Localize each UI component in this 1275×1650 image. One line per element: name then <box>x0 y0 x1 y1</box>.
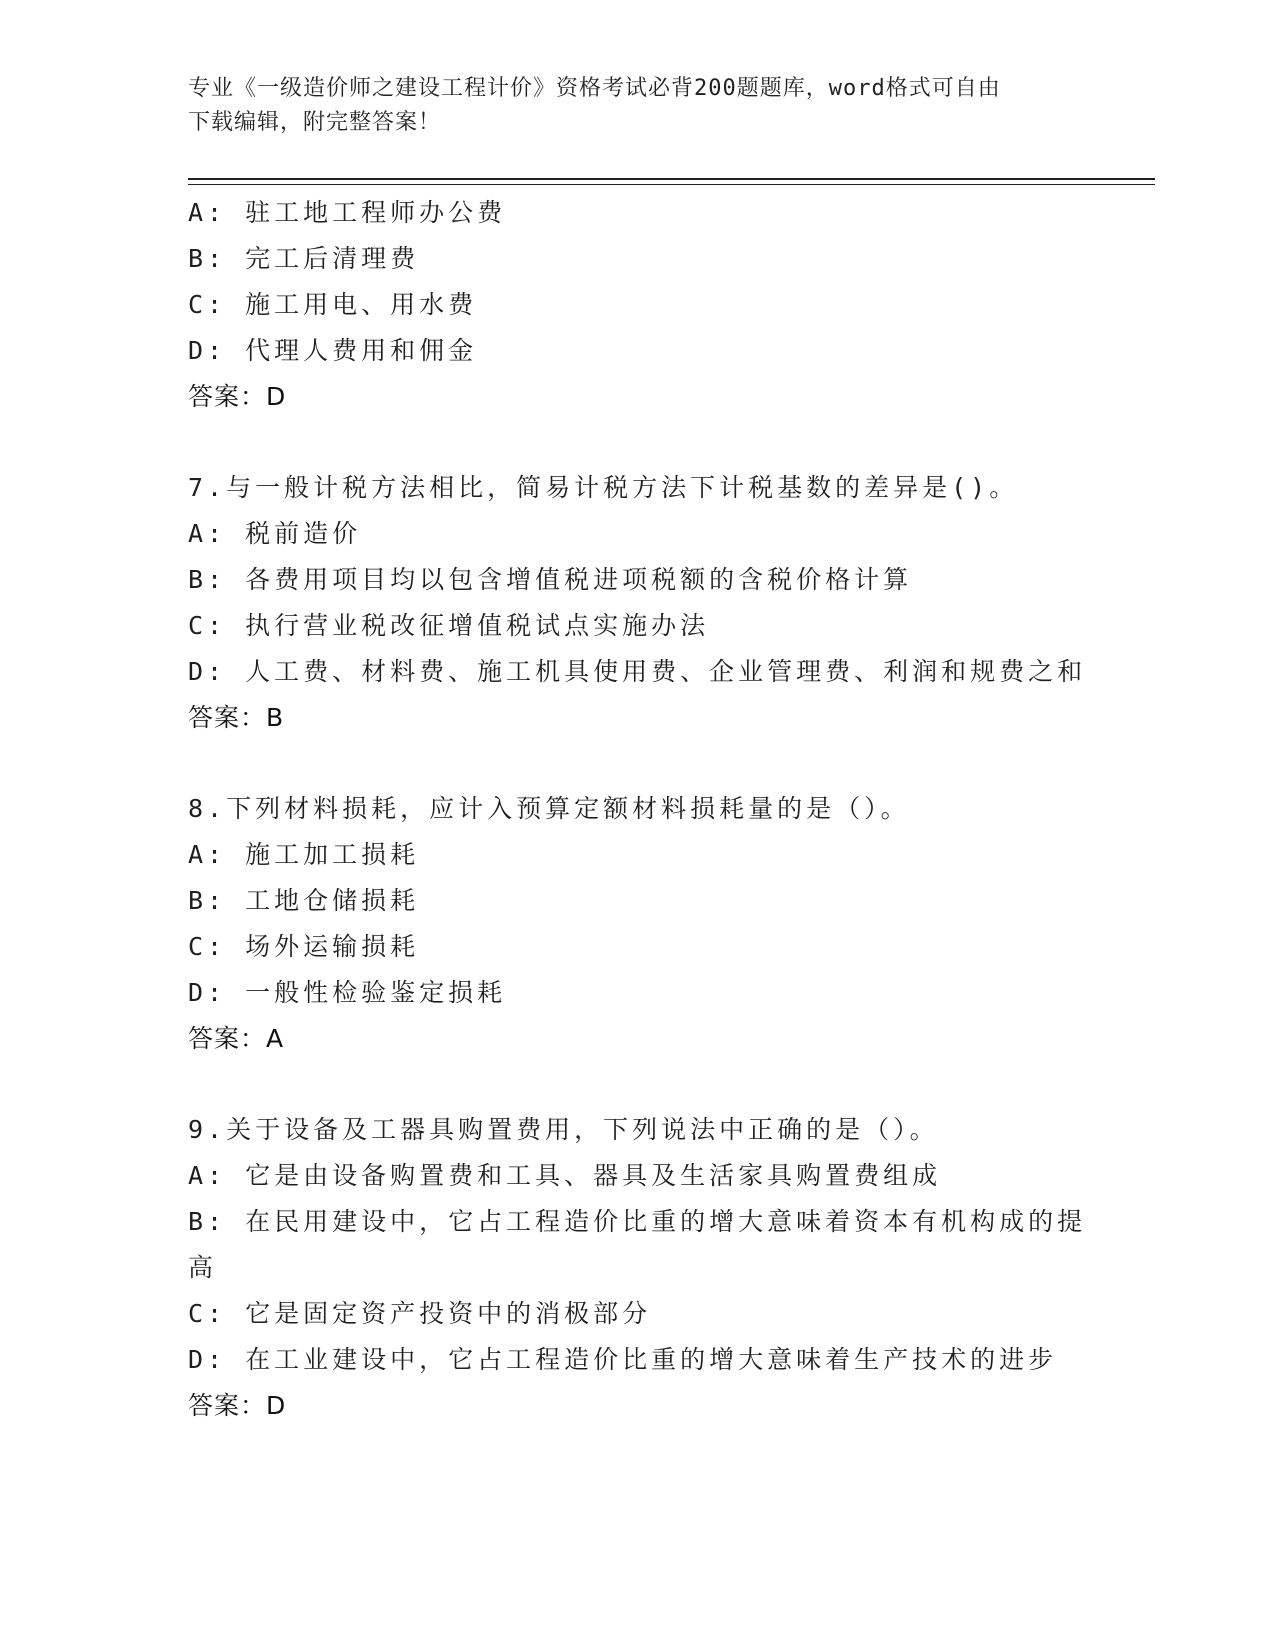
header-divider-thin <box>188 184 1155 185</box>
question-block-7 <box>188 465 1088 741</box>
answer-line: 答案：D <box>188 382 287 411</box>
question-text: 7.与一般计税方法相比，简易计税方法下计税基数的差异是()。 <box>188 473 1019 502</box>
option-a: A: 它是由设备购置费和工具、器具及生活家具购置费组成 <box>188 1161 942 1190</box>
spacer <box>188 741 1088 786</box>
option-a: A: 驻工地工程师办公费 <box>188 198 507 227</box>
option-c: C: 执行营业税改征增值税试点实施办法 <box>188 611 710 640</box>
option-b: B: 在民用建设中，它占工程造价比重的增大意味着资本有机构成的提 <box>188 1207 1087 1236</box>
question-block-8 <box>188 786 1088 1062</box>
option-c: C: 它是固定资产投资中的消极部分 <box>188 1299 652 1328</box>
answer-line: 答案：A <box>188 1024 285 1053</box>
question-list <box>188 190 1088 1429</box>
option-b: B: 完工后清理费 <box>188 244 420 273</box>
question-block-6 <box>188 190 1088 420</box>
question-block-9 <box>188 1107 1088 1429</box>
option-b: B: 各费用项目均以包含增值税进项税额的含税价格计算 <box>188 565 913 594</box>
document-header <box>188 72 1068 140</box>
spacer <box>188 420 1088 465</box>
answer-line: 答案：B <box>188 703 285 732</box>
question-text: 9.关于设备及工器具购置费用，下列说法中正确的是（）。 <box>188 1115 939 1144</box>
option-c: C: 施工用电、用水费 <box>188 290 478 319</box>
header-line-1: 专业《一级造价师之建设工程计价》资格考试必背200题题库，word格式可自由 <box>188 76 1001 101</box>
spacer <box>188 1062 1088 1107</box>
option-b-continuation: 高 <box>188 1253 218 1282</box>
option-a: A: 施工加工损耗 <box>188 840 420 869</box>
header-divider-thick <box>188 178 1155 180</box>
option-b: B: 工地仓储损耗 <box>188 886 420 915</box>
option-d: D: 代理人费用和佣金 <box>188 336 478 365</box>
option-a: A: 税前造价 <box>188 519 362 548</box>
question-text: 8.下列材料损耗，应计入预算定额材料损耗量的是（）。 <box>188 794 910 823</box>
answer-line: 答案：D <box>188 1391 287 1420</box>
header-line-2: 下载编辑，附完整答案！ <box>188 110 442 135</box>
option-d: D: 人工费、材料费、施工机具使用费、企业管理费、利润和规费之和 <box>188 657 1087 686</box>
option-d: D: 一般性检验鉴定损耗 <box>188 978 507 1007</box>
option-d: D: 在工业建设中，它占工程造价比重的增大意味着生产技术的进步 <box>188 1345 1058 1374</box>
option-c: C: 场外运输损耗 <box>188 932 420 961</box>
